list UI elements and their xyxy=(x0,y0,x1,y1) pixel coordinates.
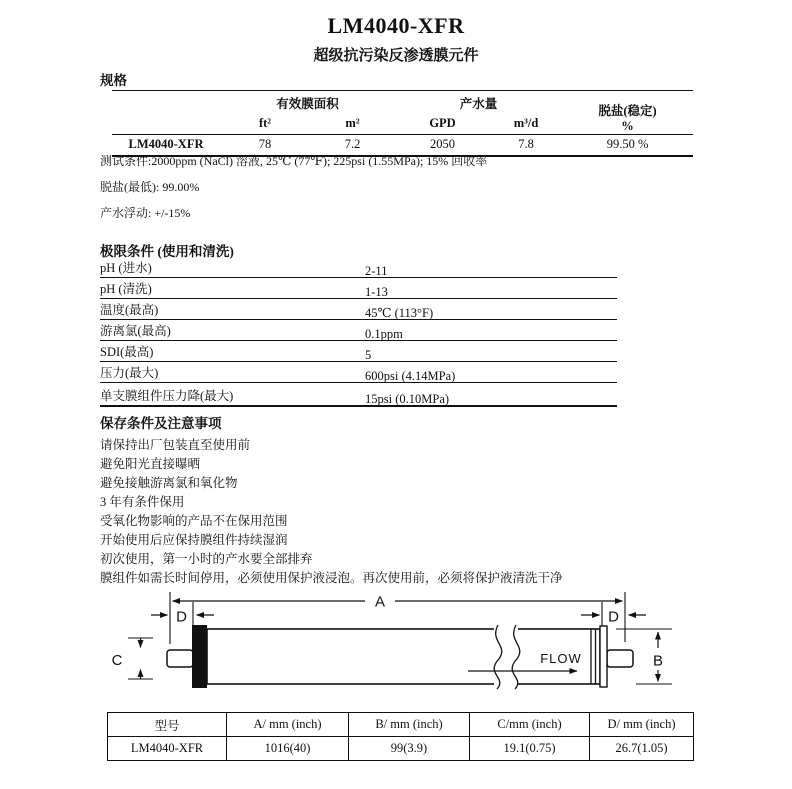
limit-value: 5 xyxy=(365,348,372,362)
limit-label: pH (清洗) xyxy=(100,278,365,299)
limit-label: SDI(最高) xyxy=(100,341,365,362)
limit-value: 600psi (4.14MPa) xyxy=(365,369,456,383)
spec-col-m2: m² xyxy=(310,112,395,135)
limit-row-ph-clean xyxy=(100,278,617,299)
specs-heading: 规格 xyxy=(100,73,127,88)
spec-group-rejection xyxy=(562,91,693,135)
storage-heading: 保存条件及注意事项 xyxy=(100,416,222,431)
storage-line: 避免阳光直接曝晒 xyxy=(100,457,201,471)
storage-line: 膜组件如需长时间停用，必须使用保护液浸泡。再次使用前，必须将保护液清洗干净 xyxy=(100,571,563,585)
storage-line: 受氧化物影响的产品不在保用范围 xyxy=(100,514,288,528)
limits-table xyxy=(100,257,617,407)
left-end-cap xyxy=(192,625,207,688)
storage-line: 开始使用后应保持膜组件持续湿润 xyxy=(100,533,288,547)
spec-col-gpd: GPD xyxy=(395,112,490,135)
limit-value: 15psi (0.10MPa) xyxy=(365,392,450,406)
spec-value-m3d: 7.8 xyxy=(490,135,562,157)
dimensions-header-row xyxy=(108,713,694,737)
page-subtitle: 超级抗污染反渗透膜元件 xyxy=(313,48,479,64)
permeate-tube-left xyxy=(167,650,193,667)
test-conditions-note: 测试条件:2000ppm (NaCl) 溶液, 25℃ (77℉); 225psi (1.55MPa); 15% 回收率 xyxy=(100,154,488,168)
limit-value: 45℃ (113°F) xyxy=(365,306,434,320)
spec-value-gpd: 2050 xyxy=(395,135,490,157)
limit-label: pH (进水) xyxy=(100,257,365,278)
min-rejection-note: 脱盐(最低): 99.00% xyxy=(100,180,200,194)
dim-b-label: B xyxy=(652,652,664,670)
spec-col-m3d: m³/d xyxy=(490,112,562,135)
dims-header-a: A/ mm (inch) xyxy=(227,713,349,737)
limit-label: 游离氯(最高) xyxy=(100,320,365,341)
storage-line: 初次使用，第一小时的产水要全部排弃 xyxy=(100,552,313,566)
limit-label: 压力(最大) xyxy=(100,362,365,383)
storage-line: 3 年有条件保用 xyxy=(100,495,185,509)
dim-c-label: C xyxy=(111,652,123,669)
spec-blank-cell xyxy=(112,112,220,135)
limit-label: 单支膜组件压力降(最大) xyxy=(100,383,365,407)
dims-value-a: 1016(40) xyxy=(227,737,349,761)
limit-row-pressure xyxy=(100,362,617,383)
right-end-plate xyxy=(600,626,607,687)
specs-table xyxy=(112,90,693,157)
spec-value-m2: 7.2 xyxy=(310,135,395,157)
dims-value-model: LM4040-XFR xyxy=(108,737,227,761)
dims-header-d: D/ mm (inch) xyxy=(590,713,694,737)
storage-line: 避免接触游离氯和氧化物 xyxy=(100,476,238,490)
spec-group-area: 有效膜面积 xyxy=(276,97,339,111)
spec-group-flow: 产水量 xyxy=(459,97,498,111)
flow-label: FLOW xyxy=(540,651,582,666)
limit-row-pressure-drop xyxy=(100,383,617,407)
spec-model: LM4040-XFR xyxy=(112,135,220,157)
spec-value-ft2: 78 xyxy=(220,135,310,157)
storage-line: 请保持出厂包装直至使用前 xyxy=(100,438,251,452)
membrane-element-diagram xyxy=(95,585,705,710)
limit-row-chlorine xyxy=(100,320,617,341)
spec-value-rejection: 99.50 % xyxy=(562,135,693,157)
dimensions-data-row xyxy=(108,737,694,761)
limit-row-sdi xyxy=(100,341,617,362)
dim-d-right-label: D xyxy=(608,608,619,626)
dims-value-d: 26.7(1.05) xyxy=(590,737,694,761)
dims-value-b: 99(3.9) xyxy=(349,737,470,761)
limits-heading: 极限条件 (使用和清洗) xyxy=(100,244,234,259)
dims-value-c: 19.1(0.75) xyxy=(470,737,590,761)
page-title: LM4040-XFR xyxy=(327,13,465,38)
limit-row-ph-feed xyxy=(100,257,617,278)
limit-value: 0.1ppm xyxy=(365,327,403,341)
dim-d-left-label: D xyxy=(176,608,187,626)
dims-header-b: B/ mm (inch) xyxy=(349,713,470,737)
flow-tolerance-note: 产水浮动: +/-15% xyxy=(100,206,191,220)
dims-header-c: C/mm (inch) xyxy=(470,713,590,737)
permeate-tube-right xyxy=(607,650,633,667)
limit-value: 2-11 xyxy=(365,264,388,278)
spec-col-ft2: ft² xyxy=(220,112,310,135)
dim-a-label: A xyxy=(374,593,386,611)
rejection-header-line1: 脱盐(稳定) xyxy=(598,104,657,118)
spec-blank-cell xyxy=(112,91,220,113)
dims-header-model: 型号 xyxy=(108,713,227,737)
limit-value: 1-13 xyxy=(365,285,388,299)
limit-row-temperature xyxy=(100,299,617,320)
storage-section xyxy=(100,412,563,588)
rejection-header-line2: % xyxy=(621,119,634,133)
limit-label: 温度(最高) xyxy=(100,299,365,320)
dimensions-table xyxy=(107,712,694,761)
